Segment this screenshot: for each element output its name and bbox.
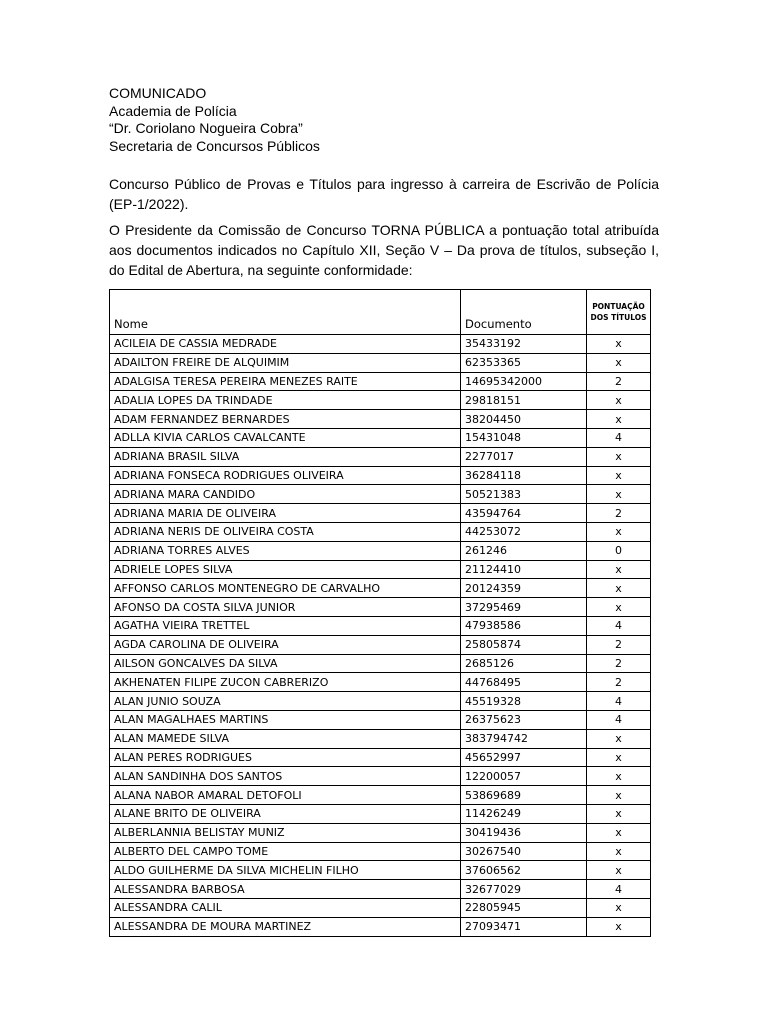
cell-document: 32677029 [461,880,587,899]
table-row [110,917,651,936]
cell-name: ALESSANDRA CALIL [110,898,461,917]
cell-document: 44253072 [461,522,587,541]
table-row [110,767,651,786]
cell-document: 383794742 [461,729,587,748]
cell-points: x [587,842,651,861]
cell-points: 2 [587,654,651,673]
table-row [110,635,651,654]
cell-name: ADALIA LOPES DA TRINDADE [110,391,461,410]
cell-name: ALDO GUILHERME DA SILVA MICHELIN FILHO [110,861,461,880]
cell-points: x [587,861,651,880]
cell-name: ADALGISA TERESA PEREIRA MENEZES RAITE [110,372,461,391]
cell-name: AILSON GONCALVES DA SILVA [110,654,461,673]
body-paragraph: O Presidente da Comissão de Concurso TORNA PÚBLICA a pontuação total atribuída aos documentos indicados no Capítulo XII, Seção V – Da prova de títulos, subseção I, do Edital de Abertura, na seguinte conformidade: [109,222,659,278]
table-row [110,786,651,805]
table-header-row [110,290,651,335]
cell-document: 26375623 [461,710,587,729]
cell-points: x [587,898,651,917]
table-row [110,541,651,560]
table-row [110,654,651,673]
table-row [110,823,651,842]
cell-document: 53869689 [461,786,587,805]
cell-name: ALBERLANNIA BELISTAY MUNIZ [110,823,461,842]
cell-points: x [587,748,651,767]
header-secretariat: Secretaria de Concursos Públicos [109,137,320,154]
column-header-points: PONTUAÇÃO DOS TÍTULOS [587,290,651,335]
table-row [110,842,651,861]
cell-name: ACILEIA DE CASSIA MEDRADE [110,335,461,354]
table-row [110,447,651,466]
cell-document: 45519328 [461,692,587,711]
cell-document: 14695342000 [461,372,587,391]
table-row [110,861,651,880]
cell-points: 4 [587,428,651,447]
cell-document: 2277017 [461,447,587,466]
cell-document: 20124359 [461,579,587,598]
cell-document: 21124410 [461,560,587,579]
cell-points: x [587,522,651,541]
cell-document: 30267540 [461,842,587,861]
cell-document: 29818151 [461,391,587,410]
cell-document: 27093471 [461,917,587,936]
cell-points: x [587,767,651,786]
cell-points: x [587,466,651,485]
table-row [110,616,651,635]
header-academy: Academia de Polícia [109,102,237,119]
cell-points: x [587,786,651,805]
table-row [110,522,651,541]
cell-name: ALAN PERES RODRIGUES [110,748,461,767]
header-academy-name: “Dr. Coriolano Nogueira Cobra” [109,120,303,136]
cell-document: 44768495 [461,673,587,692]
cell-name: ADLLA KIVIA CARLOS CAVALCANTE [110,428,461,447]
table-row [110,428,651,447]
table-row [110,353,651,372]
intro-paragraph: Concurso Público de Provas e Títulos para ingresso à carreira de Escrivão de Polícia (EP-1/2022). [109,176,659,212]
cell-name: ADRIANA BRASIL SILVA [110,447,461,466]
cell-name: AGATHA VIEIRA TRETTEL [110,616,461,635]
cell-name: ALBERTO DEL CAMPO TOME [110,842,461,861]
cell-name: AFONSO DA COSTA SILVA JUNIOR [110,598,461,617]
cell-document: 35433192 [461,335,587,354]
cell-points: 4 [587,692,651,711]
column-header-name: Nome [110,290,461,335]
cell-document: 37606562 [461,861,587,880]
cell-points: x [587,353,651,372]
cell-document: 22805945 [461,898,587,917]
cell-document: 37295469 [461,598,587,617]
results-table [109,289,651,937]
cell-document: 12200057 [461,767,587,786]
cell-name: AGDA CAROLINA DE OLIVEIRA [110,635,461,654]
cell-document: 25805874 [461,635,587,654]
table-row [110,391,651,410]
cell-points: 4 [587,710,651,729]
table-row [110,504,651,523]
cell-points: 2 [587,372,651,391]
cell-name: ADRIANA MARIA DE OLIVEIRA [110,504,461,523]
cell-points: x [587,335,651,354]
cell-points: 2 [587,673,651,692]
table-row [110,880,651,899]
cell-points: 4 [587,616,651,635]
cell-name: ALAN SANDINHA DOS SANTOS [110,767,461,786]
cell-points: 0 [587,541,651,560]
table-row [110,560,651,579]
cell-points: x [587,391,651,410]
table-row [110,748,651,767]
cell-name: ALAN MAGALHAES MARTINS [110,710,461,729]
cell-document: 15431048 [461,428,587,447]
cell-points: x [587,598,651,617]
cell-name: AFFONSO CARLOS MONTENEGRO DE CARVALHO [110,579,461,598]
cell-document: 11426249 [461,804,587,823]
cell-name: AKHENATEN FILIPE ZUCON CABRERIZO [110,673,461,692]
cell-name: ADAM FERNANDEZ BERNARDES [110,410,461,429]
header-title: COMUNICADO [109,85,207,101]
cell-points: x [587,485,651,504]
table-row [110,466,651,485]
cell-name: ALESSANDRA DE MOURA MARTINEZ [110,917,461,936]
cell-document: 62353365 [461,353,587,372]
cell-points: 2 [587,504,651,523]
cell-name: ALESSANDRA BARBOSA [110,880,461,899]
cell-document: 38204450 [461,410,587,429]
cell-document: 36284118 [461,466,587,485]
cell-points: x [587,410,651,429]
table-row [110,710,651,729]
table-row [110,485,651,504]
table-row [110,898,651,917]
table-row [110,372,651,391]
cell-name: ADRIELE LOPES SILVA [110,560,461,579]
cell-name: ADAILTON FREIRE DE ALQUIMIM [110,353,461,372]
table-row [110,335,651,354]
document-header [109,85,320,155]
table-row [110,579,651,598]
cell-points: 2 [587,635,651,654]
cell-points: x [587,917,651,936]
cell-document: 47938586 [461,616,587,635]
cell-name: ALAN JUNIO SOUZA [110,692,461,711]
column-header-document: Documento [461,290,587,335]
table-row [110,804,651,823]
table-row [110,729,651,748]
cell-document: 261246 [461,541,587,560]
cell-name: ADRIANA MARA CANDIDO [110,485,461,504]
cell-document: 45652997 [461,748,587,767]
cell-points: x [587,804,651,823]
cell-points: x [587,579,651,598]
cell-points: x [587,823,651,842]
cell-name: ADRIANA NERIS DE OLIVEIRA COSTA [110,522,461,541]
table-row [110,673,651,692]
cell-document: 2685126 [461,654,587,673]
cell-document: 30419436 [461,823,587,842]
table-body [110,335,651,937]
cell-points: 4 [587,880,651,899]
cell-points: x [587,729,651,748]
cell-points: x [587,560,651,579]
cell-name: ALANA NABOR AMARAL DETOFOLI [110,786,461,805]
cell-name: ADRIANA FONSECA RODRIGUES OLIVEIRA [110,466,461,485]
cell-document: 50521383 [461,485,587,504]
cell-name: ADRIANA TORRES ALVES [110,541,461,560]
table-row [110,598,651,617]
table-row [110,692,651,711]
cell-document: 43594764 [461,504,587,523]
cell-name: ALAN MAMEDE SILVA [110,729,461,748]
table-row [110,410,651,429]
cell-name: ALANE BRITO DE OLIVEIRA [110,804,461,823]
cell-points: x [587,447,651,466]
